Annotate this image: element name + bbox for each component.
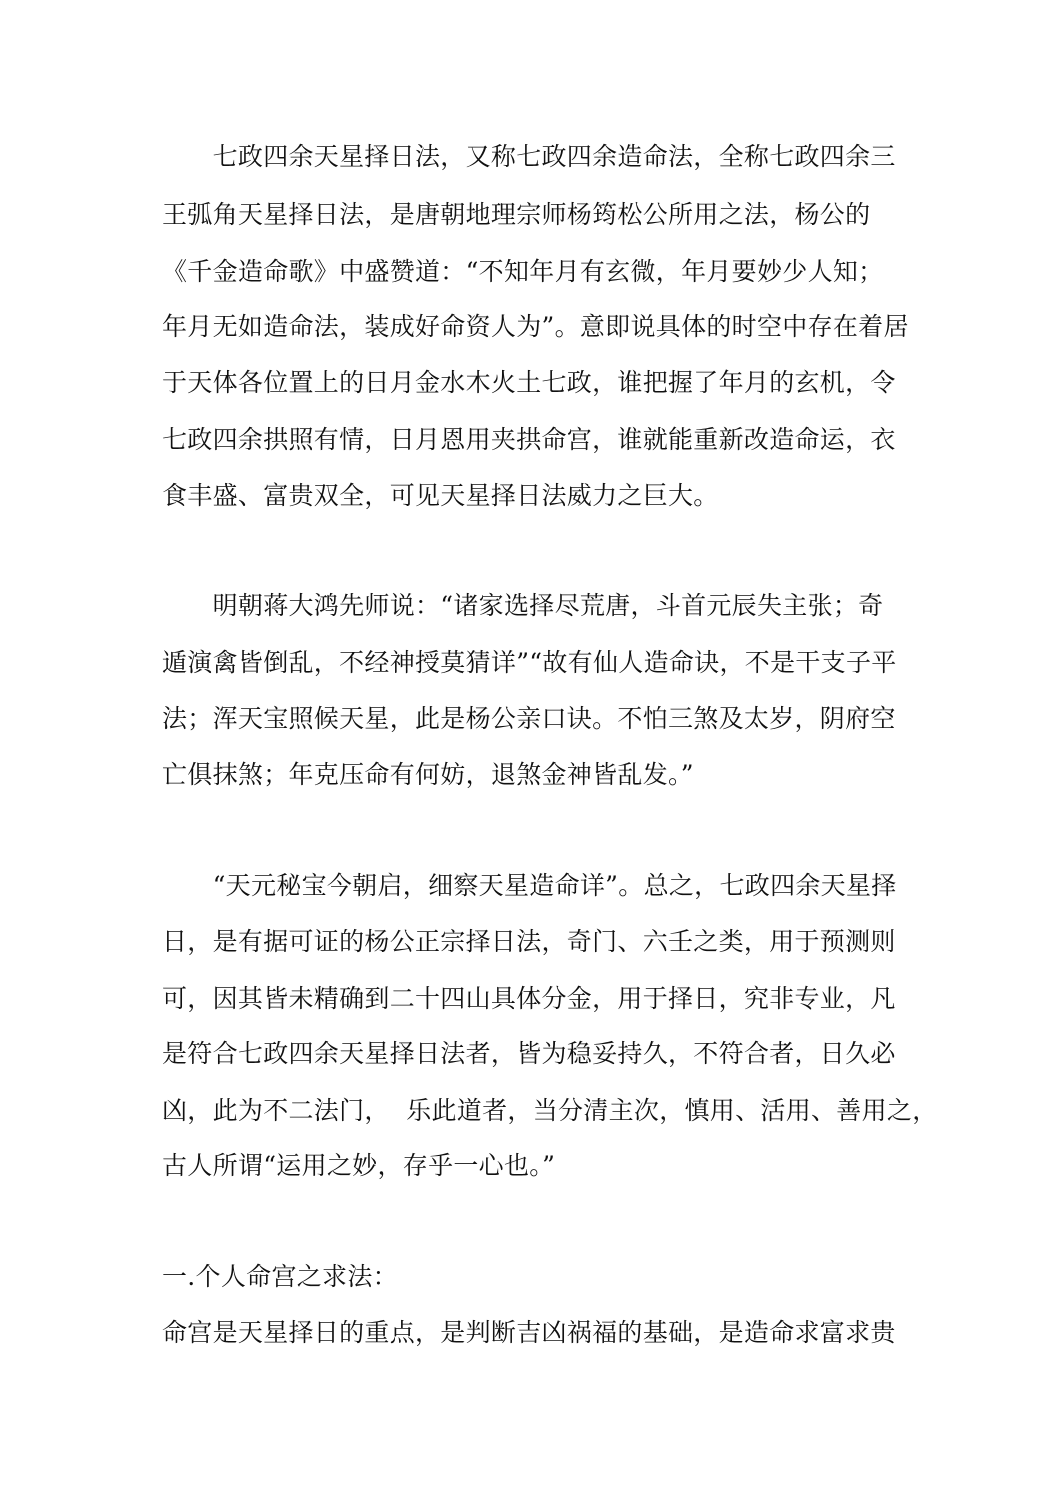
paragraph-1-line-2: 王弧角天星择日法，是唐朝地理宗师杨筠松公所用之法，杨公的 bbox=[162, 200, 871, 229]
section-heading: 一.个人命宫之求法： bbox=[162, 1262, 398, 1291]
paragraph-3-line-6: 古人所谓“运用之妙，存乎一心也。” bbox=[162, 1151, 556, 1180]
paragraph-1-line-6: 七政四余拱照有情，日月恩用夹拱命宫，谁就能重新改造命运，衣 bbox=[162, 425, 896, 454]
paragraph-3-line-4: 是符合七政四余天星择日法者，皆为稳妥持久，不符合者，日久必 bbox=[162, 1039, 896, 1068]
paragraph-1-line-1: 七政四余天星择日法，又称七政四余造命法，全称七政四余三 bbox=[162, 142, 896, 171]
paragraph-4-line-1: 命宫是天星择日的重点，是判断吉凶祸福的基础，是造命求富求贵 bbox=[162, 1318, 896, 1347]
paragraph-2-line-2: 遁演禽皆倒乱，不经神授莫猜详”“故有仙人造命诀，不是干支子平 bbox=[162, 648, 897, 677]
paragraph-3-line-1: “天元秘宝今朝启，细察天星造命详”。总之，七政四余天星择 bbox=[162, 871, 897, 900]
paragraph-1-line-3: 《千金造命歌》中盛赞道：“不知年月有玄微，年月要妙少人知； bbox=[162, 257, 884, 286]
paragraph-2-line-4: 亡俱抹煞；年克压命有何妨，退煞金神皆乱发。” bbox=[162, 760, 694, 789]
paragraph-3-line-5: 凶，此为不二法门， 乐此道者，当分清主次，慎用、活用、善用之， bbox=[162, 1096, 938, 1125]
paragraph-3-line-2: 日，是有据可证的杨公正宗择日法，奇门、六壬之类，用于预测则 bbox=[162, 927, 896, 956]
paragraph-1-line-4: 年月无如造命法，装成好命资人为”。意即说具体的时空中存在着居 bbox=[162, 312, 909, 341]
paragraph-1-line-7: 食丰盛、富贵双全，可见天星择日法威力之巨大。 bbox=[162, 481, 719, 510]
paragraph-3-line-3: 可，因其皆未精确到二十四山具体分金，用于择日，究非专业，凡 bbox=[162, 984, 896, 1013]
paragraph-1-line-5: 于天体各位置上的日月金水木火土七政，谁把握了年月的玄机，令 bbox=[162, 368, 896, 397]
paragraph-2-line-3: 法；浑天宝照候天星，此是杨公亲口诀。不怕三煞及太岁，阴府空 bbox=[162, 704, 896, 733]
paragraph-2-line-1: 明朝蒋大鸿先师说：“诸家选择尽荒唐，斗首元辰失主张；奇 bbox=[162, 591, 884, 620]
